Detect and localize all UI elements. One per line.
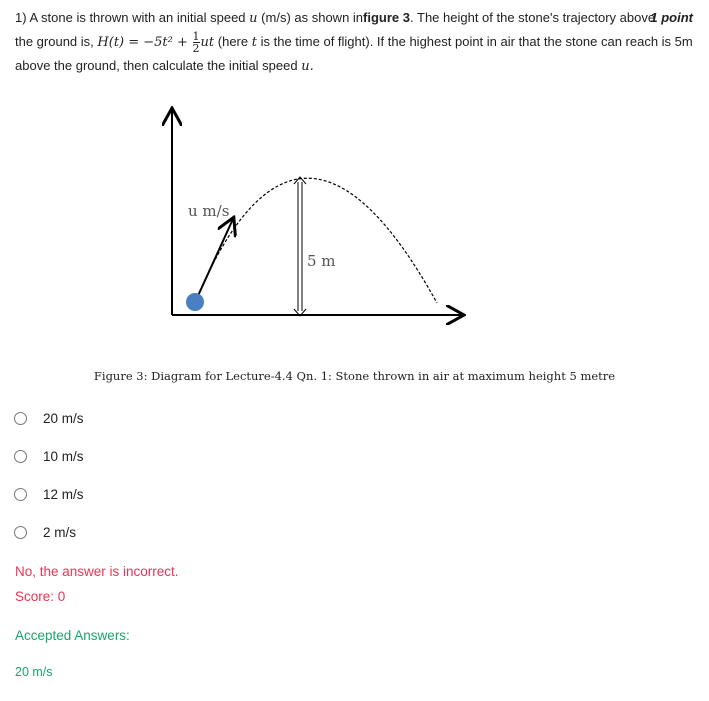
math: t bbox=[251, 35, 257, 50]
option-label: 20 m/s bbox=[43, 411, 84, 426]
option-label: 12 m/s bbox=[43, 487, 84, 502]
denominator: 2 bbox=[192, 42, 200, 56]
text: (here bbox=[217, 34, 249, 49]
text: the ground is, bbox=[15, 34, 94, 49]
radio-icon[interactable] bbox=[14, 488, 27, 501]
option-label: 10 m/s bbox=[43, 449, 84, 464]
accepted-answers-label: Accepted Answers: bbox=[15, 628, 130, 643]
points-label: 1 point bbox=[650, 10, 693, 25]
option-label: 2 m/s bbox=[43, 525, 77, 540]
radio-icon[interactable] bbox=[14, 526, 27, 539]
numerator: 1 bbox=[192, 30, 200, 44]
text: (m/s) as shown in bbox=[261, 10, 364, 25]
text: is the time of flight). If the highest point in air that the stone can reach is 5m bbox=[260, 34, 693, 49]
height-label: 5 m bbox=[307, 252, 336, 270]
option-3[interactable] bbox=[14, 487, 84, 502]
speed-label: u m/s bbox=[188, 202, 230, 220]
score: Score: 0 bbox=[15, 589, 66, 604]
radio-icon[interactable] bbox=[14, 412, 27, 425]
text: A stone is thrown with an initial speed bbox=[29, 10, 246, 25]
question-number: 1) bbox=[15, 10, 27, 25]
text: above the ground, then calculate the initial speed bbox=[15, 58, 298, 74]
math: u bbox=[249, 11, 258, 26]
formula: H(t) = −5t² + bbox=[97, 35, 188, 50]
radio-icon[interactable] bbox=[14, 450, 27, 463]
stone bbox=[186, 293, 204, 311]
velocity-arrow bbox=[197, 219, 233, 298]
result-message: No, the answer is incorrect. bbox=[15, 564, 179, 579]
trajectory-curve bbox=[196, 178, 437, 303]
formula: ut bbox=[200, 35, 215, 50]
accepted-answer: 20 m/s bbox=[15, 665, 53, 679]
math: u. bbox=[301, 59, 314, 75]
option-4[interactable] bbox=[14, 525, 76, 540]
figure-ref: figure 3 bbox=[363, 10, 411, 25]
figure-caption: Figure 3: Diagram for Lecture-4.4 Qn. 1: Stone thrown in air at maximum height 5 metre bbox=[93, 369, 616, 383]
option-2[interactable] bbox=[14, 449, 84, 464]
text: . The height of the stone's trajectory above bbox=[410, 10, 656, 25]
option-1[interactable] bbox=[14, 411, 84, 426]
height-arrow bbox=[294, 177, 306, 316]
